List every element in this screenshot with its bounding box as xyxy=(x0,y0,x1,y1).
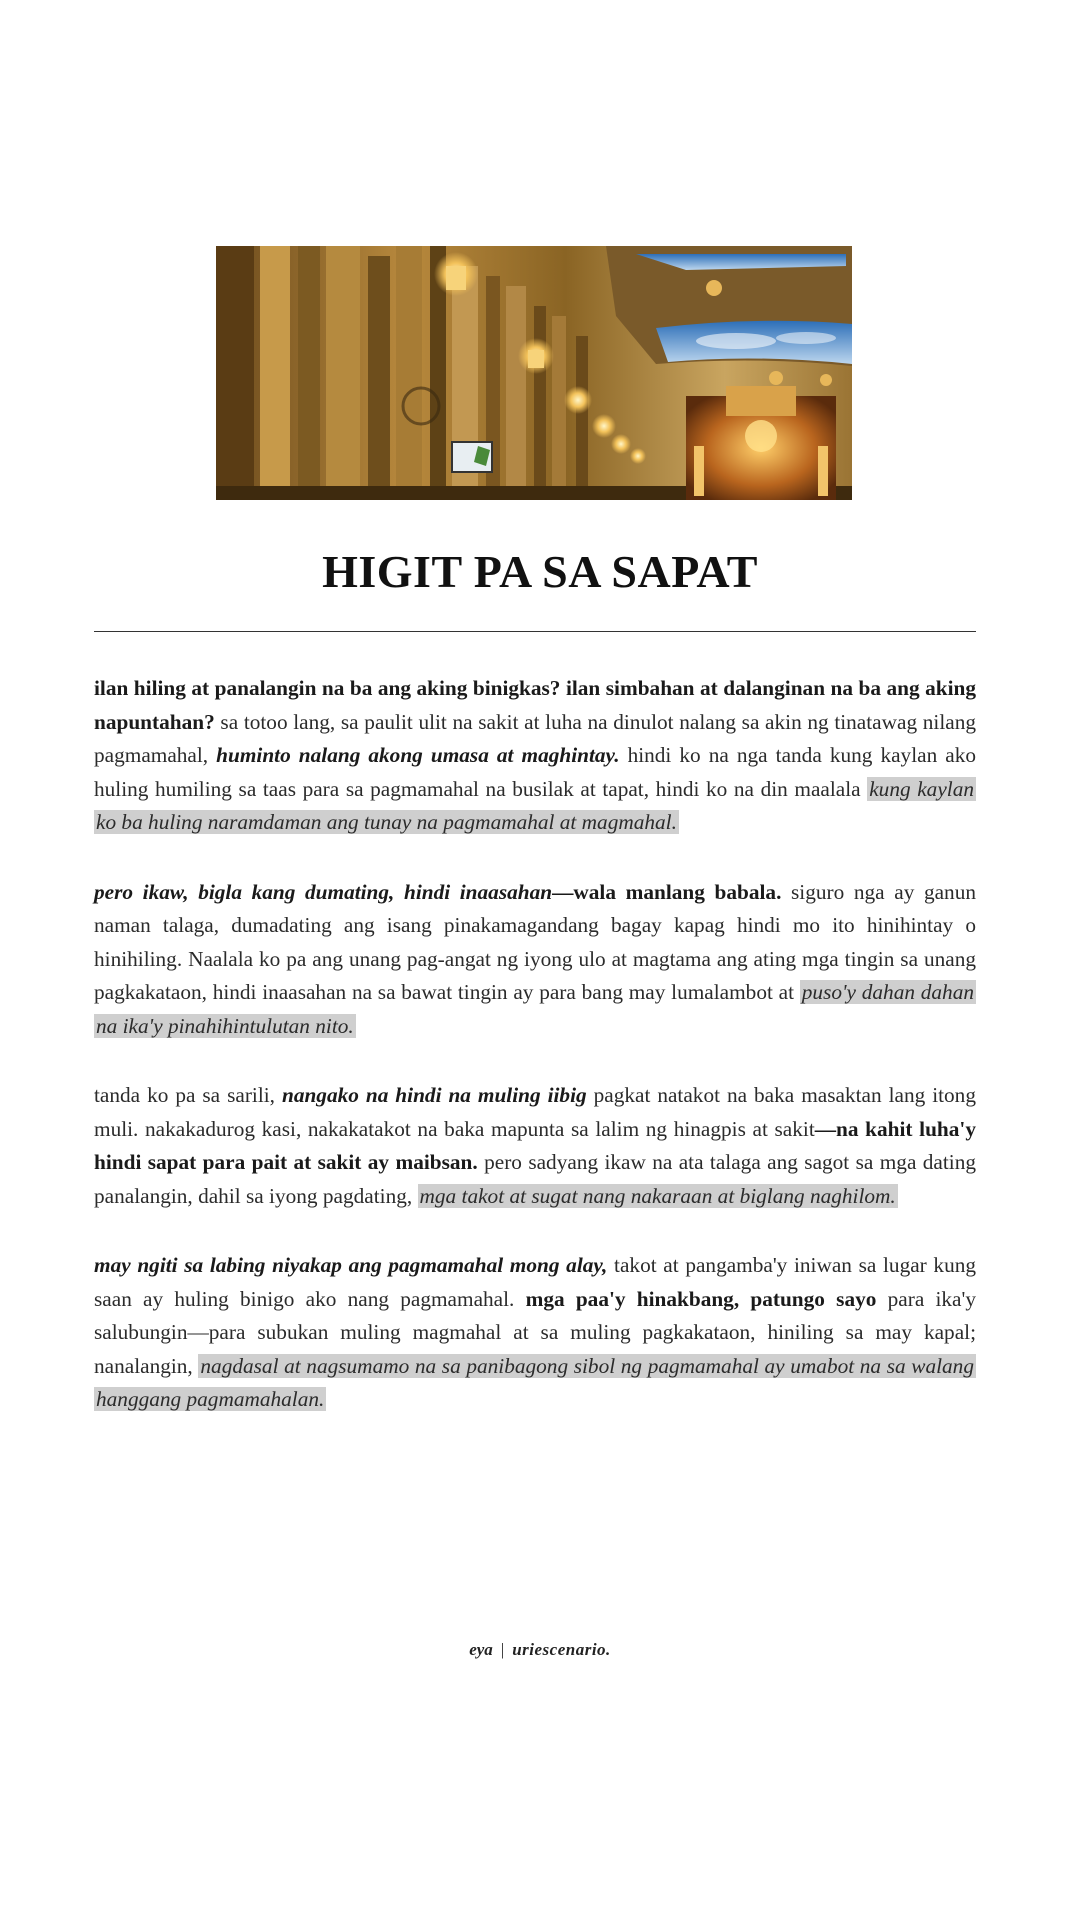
paragraph-4 xyxy=(94,1249,976,1417)
author-handle: uriescenario. xyxy=(512,1640,611,1659)
paragraph-3 xyxy=(94,1079,976,1213)
text-bold: ilan hiling at panalangin na ba ang aking binigkas? ilan simbahan at dalanginan na ba ang aking napuntahan? xyxy=(94,676,976,734)
highlighted-text: kung kaylan ko ba huling naramdaman ang tunay na pagmamahal at magmahal. xyxy=(96,776,974,834)
title-divider xyxy=(94,631,976,632)
highlighted-text: mga takot at sugat nang nakaraan at biglang naghilom. xyxy=(419,1183,896,1208)
highlighted-text: puso'y dahan dahan na ika'y pinahihintulutan nito. xyxy=(96,980,974,1038)
author-signature xyxy=(0,1640,1080,1660)
poem-body xyxy=(94,672,976,1453)
text-bold: —wala manlang babala. xyxy=(552,879,782,904)
paragraph-1 xyxy=(94,672,976,840)
text-plain: hindi ko na nga tanda kung kaylan ako huling humiling sa taas para sa pagmamahal na busilak at tapat, hindi ko na din maalala xyxy=(94,743,977,801)
text-bold: mga paa'y hinakbang, patungo sayo xyxy=(525,1286,877,1311)
text-bold-italic: may ngiti sa labing niyakap ang pagmamahal mong alay, xyxy=(94,1253,608,1277)
signature-separator: | xyxy=(500,1640,505,1659)
text-plain: tanda ko pa sa sarili, xyxy=(94,1083,282,1107)
paragraph-2 xyxy=(94,876,976,1044)
poem-title: HIGIT PA SA SAPAT xyxy=(322,546,758,597)
church-interior-photo xyxy=(216,246,852,500)
text-bold-italic: pero ikaw, bigla kang dumating, hindi inaasahan xyxy=(94,879,553,904)
text-plain: siguro nga ay ganun naman talaga, dumadating ang isang pinakamagandang bagay kapag hindi mo ito hinihintay o hinihiling. Naalala ko pa ang unang pag-angat ng iyong ulo at magtama ang ating mga tingin sa unang pagkakataon, hindi inaasahan na sa bawat tingin ay para bang may lumalambot at xyxy=(94,879,976,1004)
author-name: eya xyxy=(469,1640,493,1659)
text-plain: sa totoo lang, sa paulit ulit na sakit at luha na dinulot nalang sa akin ng tinatawag nilang pagmamahal, xyxy=(94,709,976,767)
text-bold-italic: nangako na hindi na muling iibig xyxy=(281,1083,587,1107)
text-bold: —na kahit luha'y hindi sapat para pait at sakit ay maibsan. xyxy=(94,1116,976,1174)
text-bold-italic: huminto nalang akong umasa at maghintay. xyxy=(216,743,620,767)
text-plain: takot at pangamba'y iniwan sa lugar kung saan ay huling binigo ako nang pagmamahal. xyxy=(94,1253,977,1311)
text-plain: pagkat natakot na baka masaktan lang itong muli. nakakadurog kasi, nakakatakot na baka mapunta sa lalim ng hinagpis at sakit xyxy=(94,1083,976,1141)
text-plain: para ika'y salubungin—para subukan muling magmahal at sa muling pagkakataon, hiniling sa may kapal; nanalangin, xyxy=(94,1286,976,1378)
highlighted-text: nagdasal at nagsumamo na sa panibagong sibol ng pagmamahal ay umabot na sa walang hanggang pagmamahalan. xyxy=(96,1353,974,1411)
text-plain: pero sadyang ikaw na ata talaga ang sagot sa mga dating panalangin, dahil sa iyong pagdating, xyxy=(94,1150,976,1208)
